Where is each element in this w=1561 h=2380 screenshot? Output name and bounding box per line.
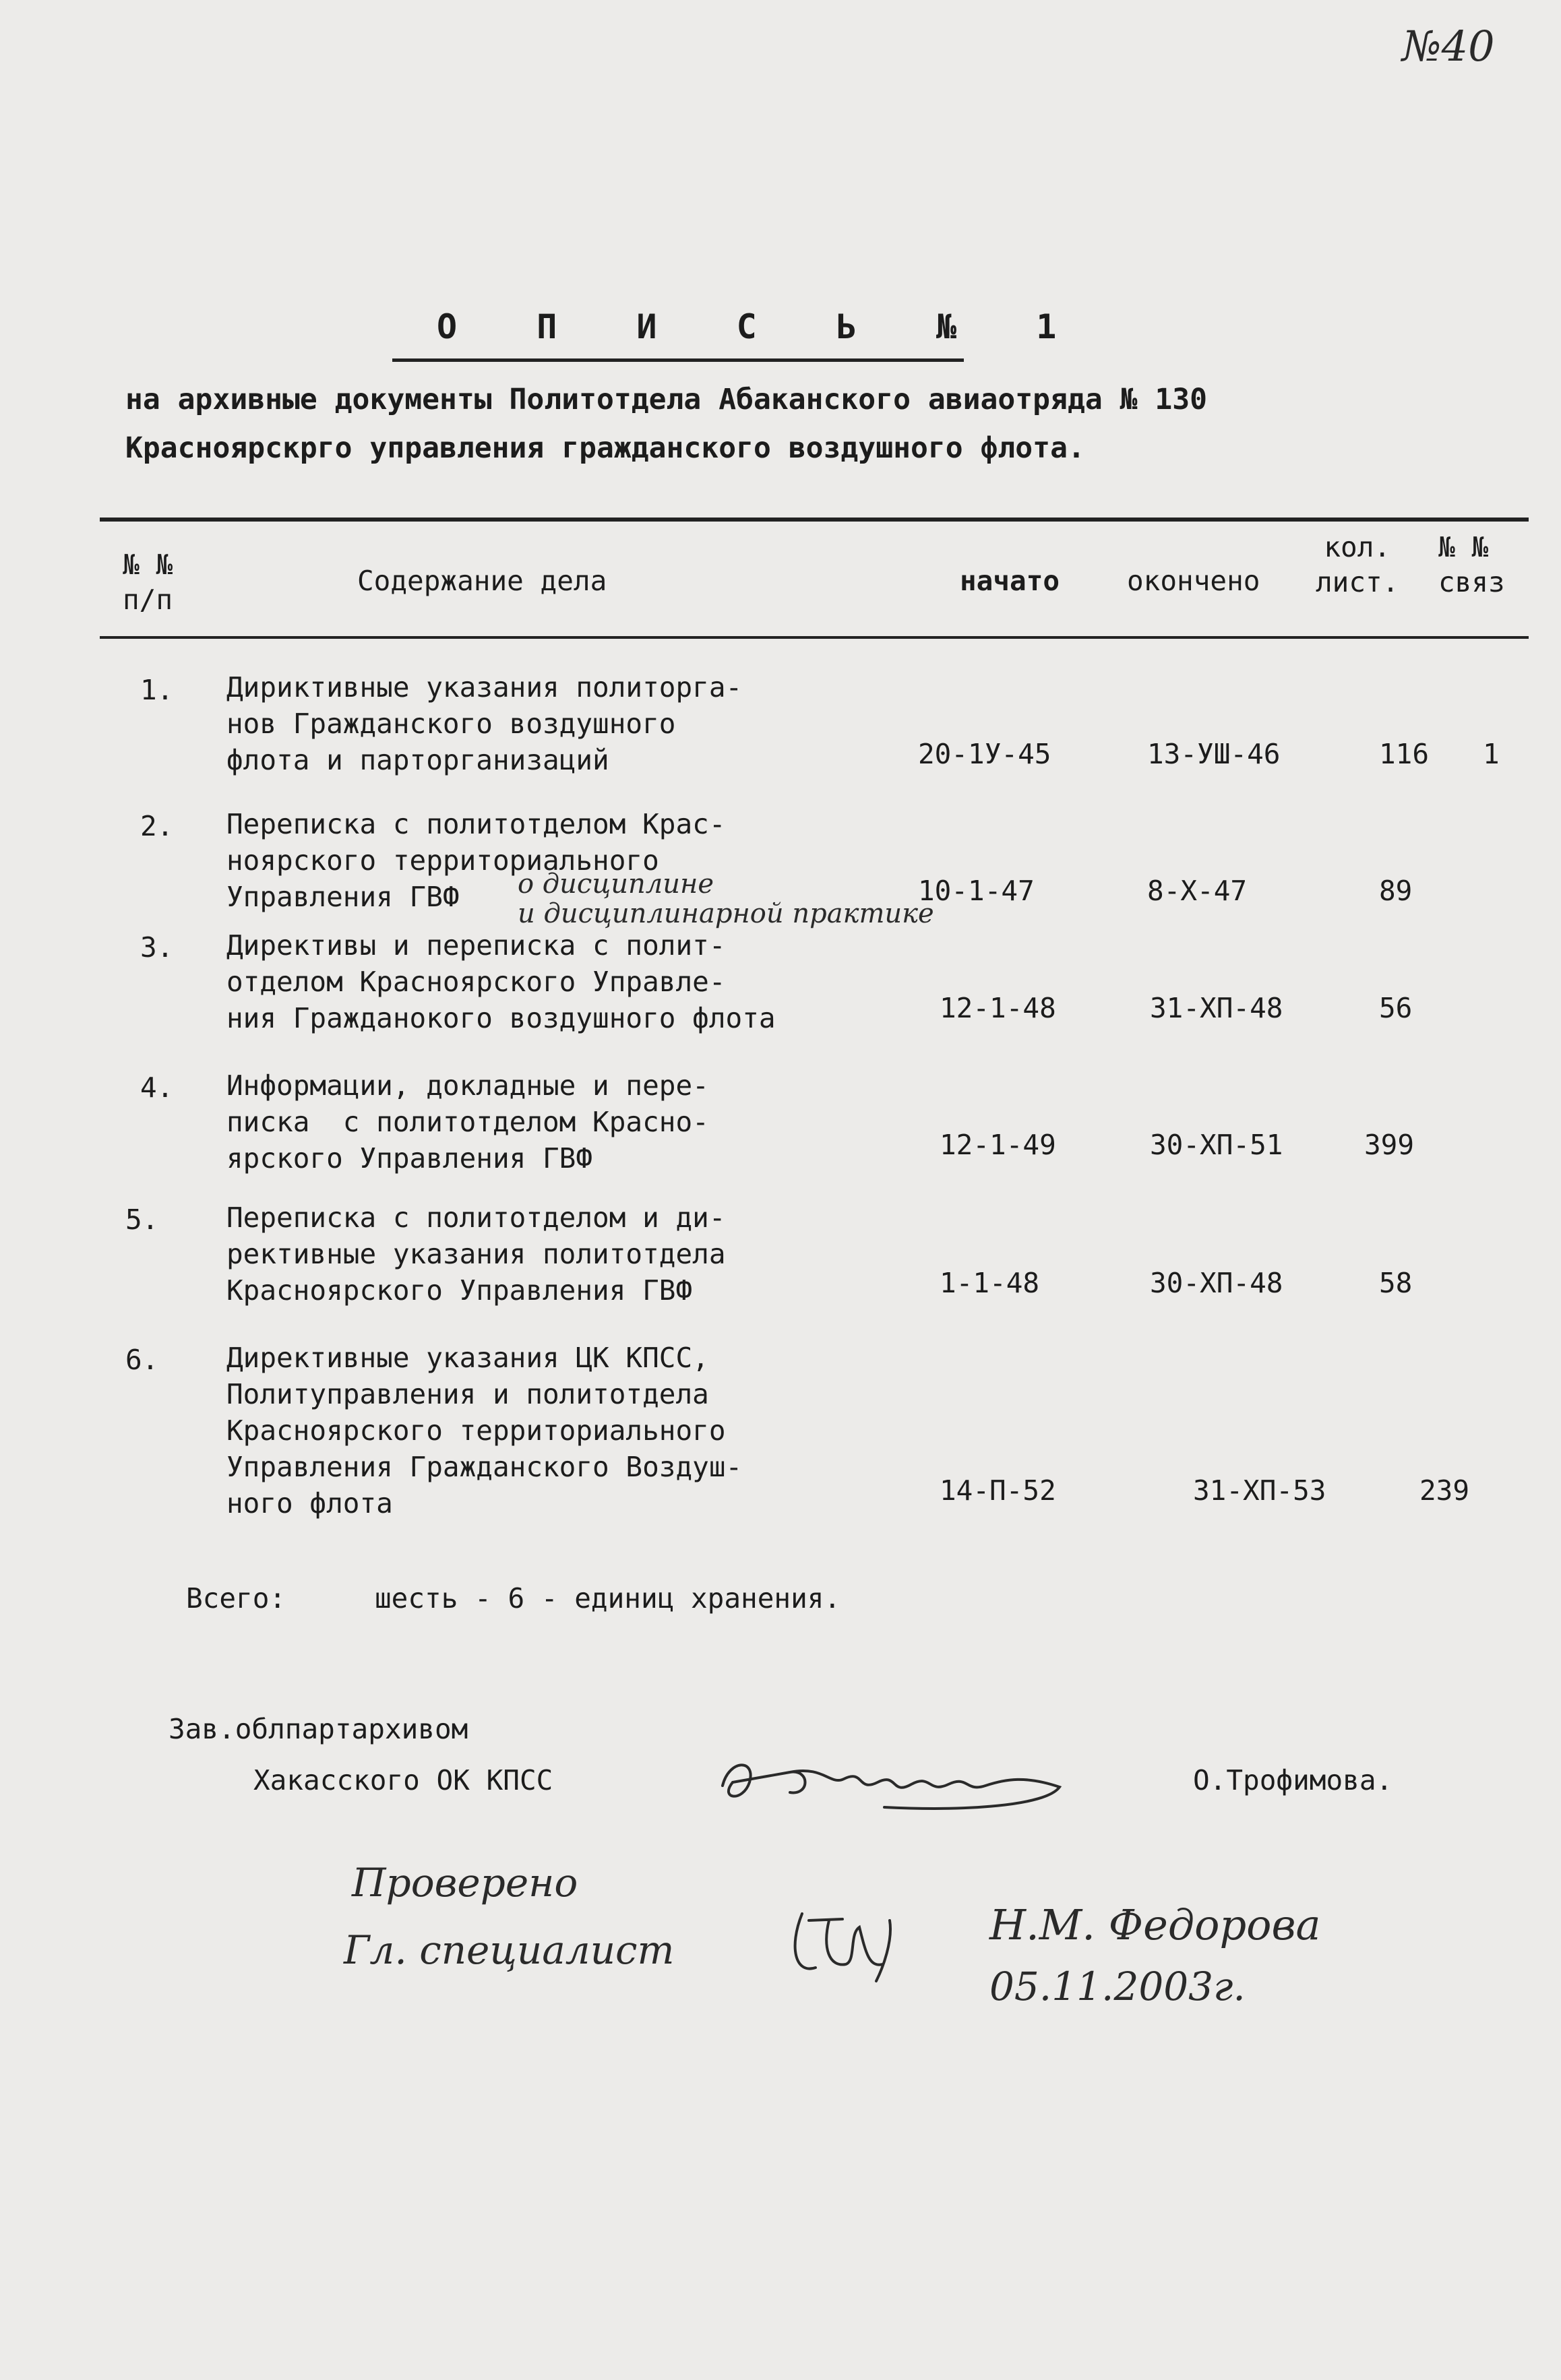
row-sheets: 116 — [1379, 738, 1430, 770]
header-end: окончено — [1127, 565, 1260, 597]
row-description: Информации, докладные и пере- писка с политотделом Красно- ярского Управления ГВФ — [226, 1069, 709, 1175]
row-start: 20-1У-45 — [918, 738, 1051, 770]
row-start: 12-1-49 — [940, 1129, 1056, 1161]
row-num: 4. — [140, 1071, 174, 1104]
total-label: Всего: — [186, 1582, 286, 1615]
table-top-rule — [100, 518, 1529, 522]
checked-name: Н.М. Федорова — [989, 1900, 1321, 1949]
row-start: 12-1-48 — [940, 992, 1056, 1024]
row-num: 5. — [125, 1203, 159, 1236]
row-num: 1. — [140, 674, 174, 706]
subtitle-line-1: на архивные документы Политотдела Абаканского авиаотряда № 130 — [125, 383, 1208, 416]
page-number: №40 — [1402, 22, 1495, 71]
row-sheets: 399 — [1364, 1129, 1415, 1161]
head-title-line-1: Зав.облпартархивом — [169, 1713, 468, 1745]
row-description: Директивы и переписка с полит- отделом Красноярского Управле- ния Гражданокого воздушного флота — [226, 929, 776, 1034]
header-start: начато — [960, 565, 1060, 597]
handwritten-note: о дисциплине и дисциплинарной практике — [518, 869, 934, 929]
head-signature — [709, 1745, 1073, 1819]
row-sheets: 56 — [1379, 992, 1413, 1024]
title-underline — [392, 358, 964, 362]
header-num: № № п/п — [123, 549, 173, 616]
row-end: 31-ХП-48 — [1150, 992, 1283, 1024]
row-description: Дириктивные указания политорга- нов Гражданского воздушного флота и парторганизаций — [226, 671, 743, 776]
row-sheets: 239 — [1419, 1474, 1470, 1507]
row-end: 31-ХП-53 — [1193, 1474, 1326, 1507]
row-start: 1-1-48 — [940, 1267, 1040, 1299]
row-sheets: 58 — [1379, 1267, 1413, 1299]
row-num: 2. — [140, 810, 174, 842]
row-end: 8-Х-47 — [1147, 875, 1248, 907]
row-description: Переписка с политотделом Крас- ноярского территориального Управления ГВФ — [226, 808, 726, 913]
head-title-line-2: Хакасского ОК КПСС — [253, 1764, 553, 1796]
row-start: 14-П-52 — [940, 1474, 1056, 1507]
checked-role: Гл. специалист — [344, 1927, 675, 1973]
header-content: Содержание дела — [357, 565, 607, 597]
row-sheets: 89 — [1379, 875, 1413, 907]
head-name: О.Трофимова. — [1193, 1764, 1393, 1796]
row-bundle: 1 — [1483, 738, 1500, 770]
row-num: 3. — [140, 931, 174, 964]
row-start: 10-1-47 — [918, 875, 1035, 907]
row-description: Директивные указания ЦК КПСС, Политуправления и политотдела Красноярского территориального Управления Гражданского Воздуш- ного флота — [226, 1342, 743, 1520]
header-sheets: кол. лист. — [1316, 531, 1399, 598]
row-end: 30-ХП-51 — [1150, 1129, 1283, 1161]
total-text: шесть - 6 - единиц хранения. — [375, 1582, 841, 1615]
row-num: 6. — [125, 1344, 159, 1376]
row-description: Переписка с политотделом и ди- рективные указания политотдела Красноярского Управления ГВФ — [226, 1201, 726, 1307]
checker-signature — [782, 1900, 910, 1988]
document-title: О П И С Ь № 1 — [437, 307, 1086, 346]
row-end: 13-УШ-46 — [1147, 738, 1281, 770]
checked-date: 05.11.2003г. — [989, 1964, 1246, 2009]
header-bundle: № № связ — [1438, 531, 1505, 598]
row-end: 30-ХП-48 — [1150, 1267, 1283, 1299]
checked-label: Проверено — [352, 1860, 578, 1906]
table-header-rule — [100, 636, 1529, 639]
subtitle-line-2: Красноярскрго управления гражданского воздушного флота. — [125, 431, 1085, 465]
